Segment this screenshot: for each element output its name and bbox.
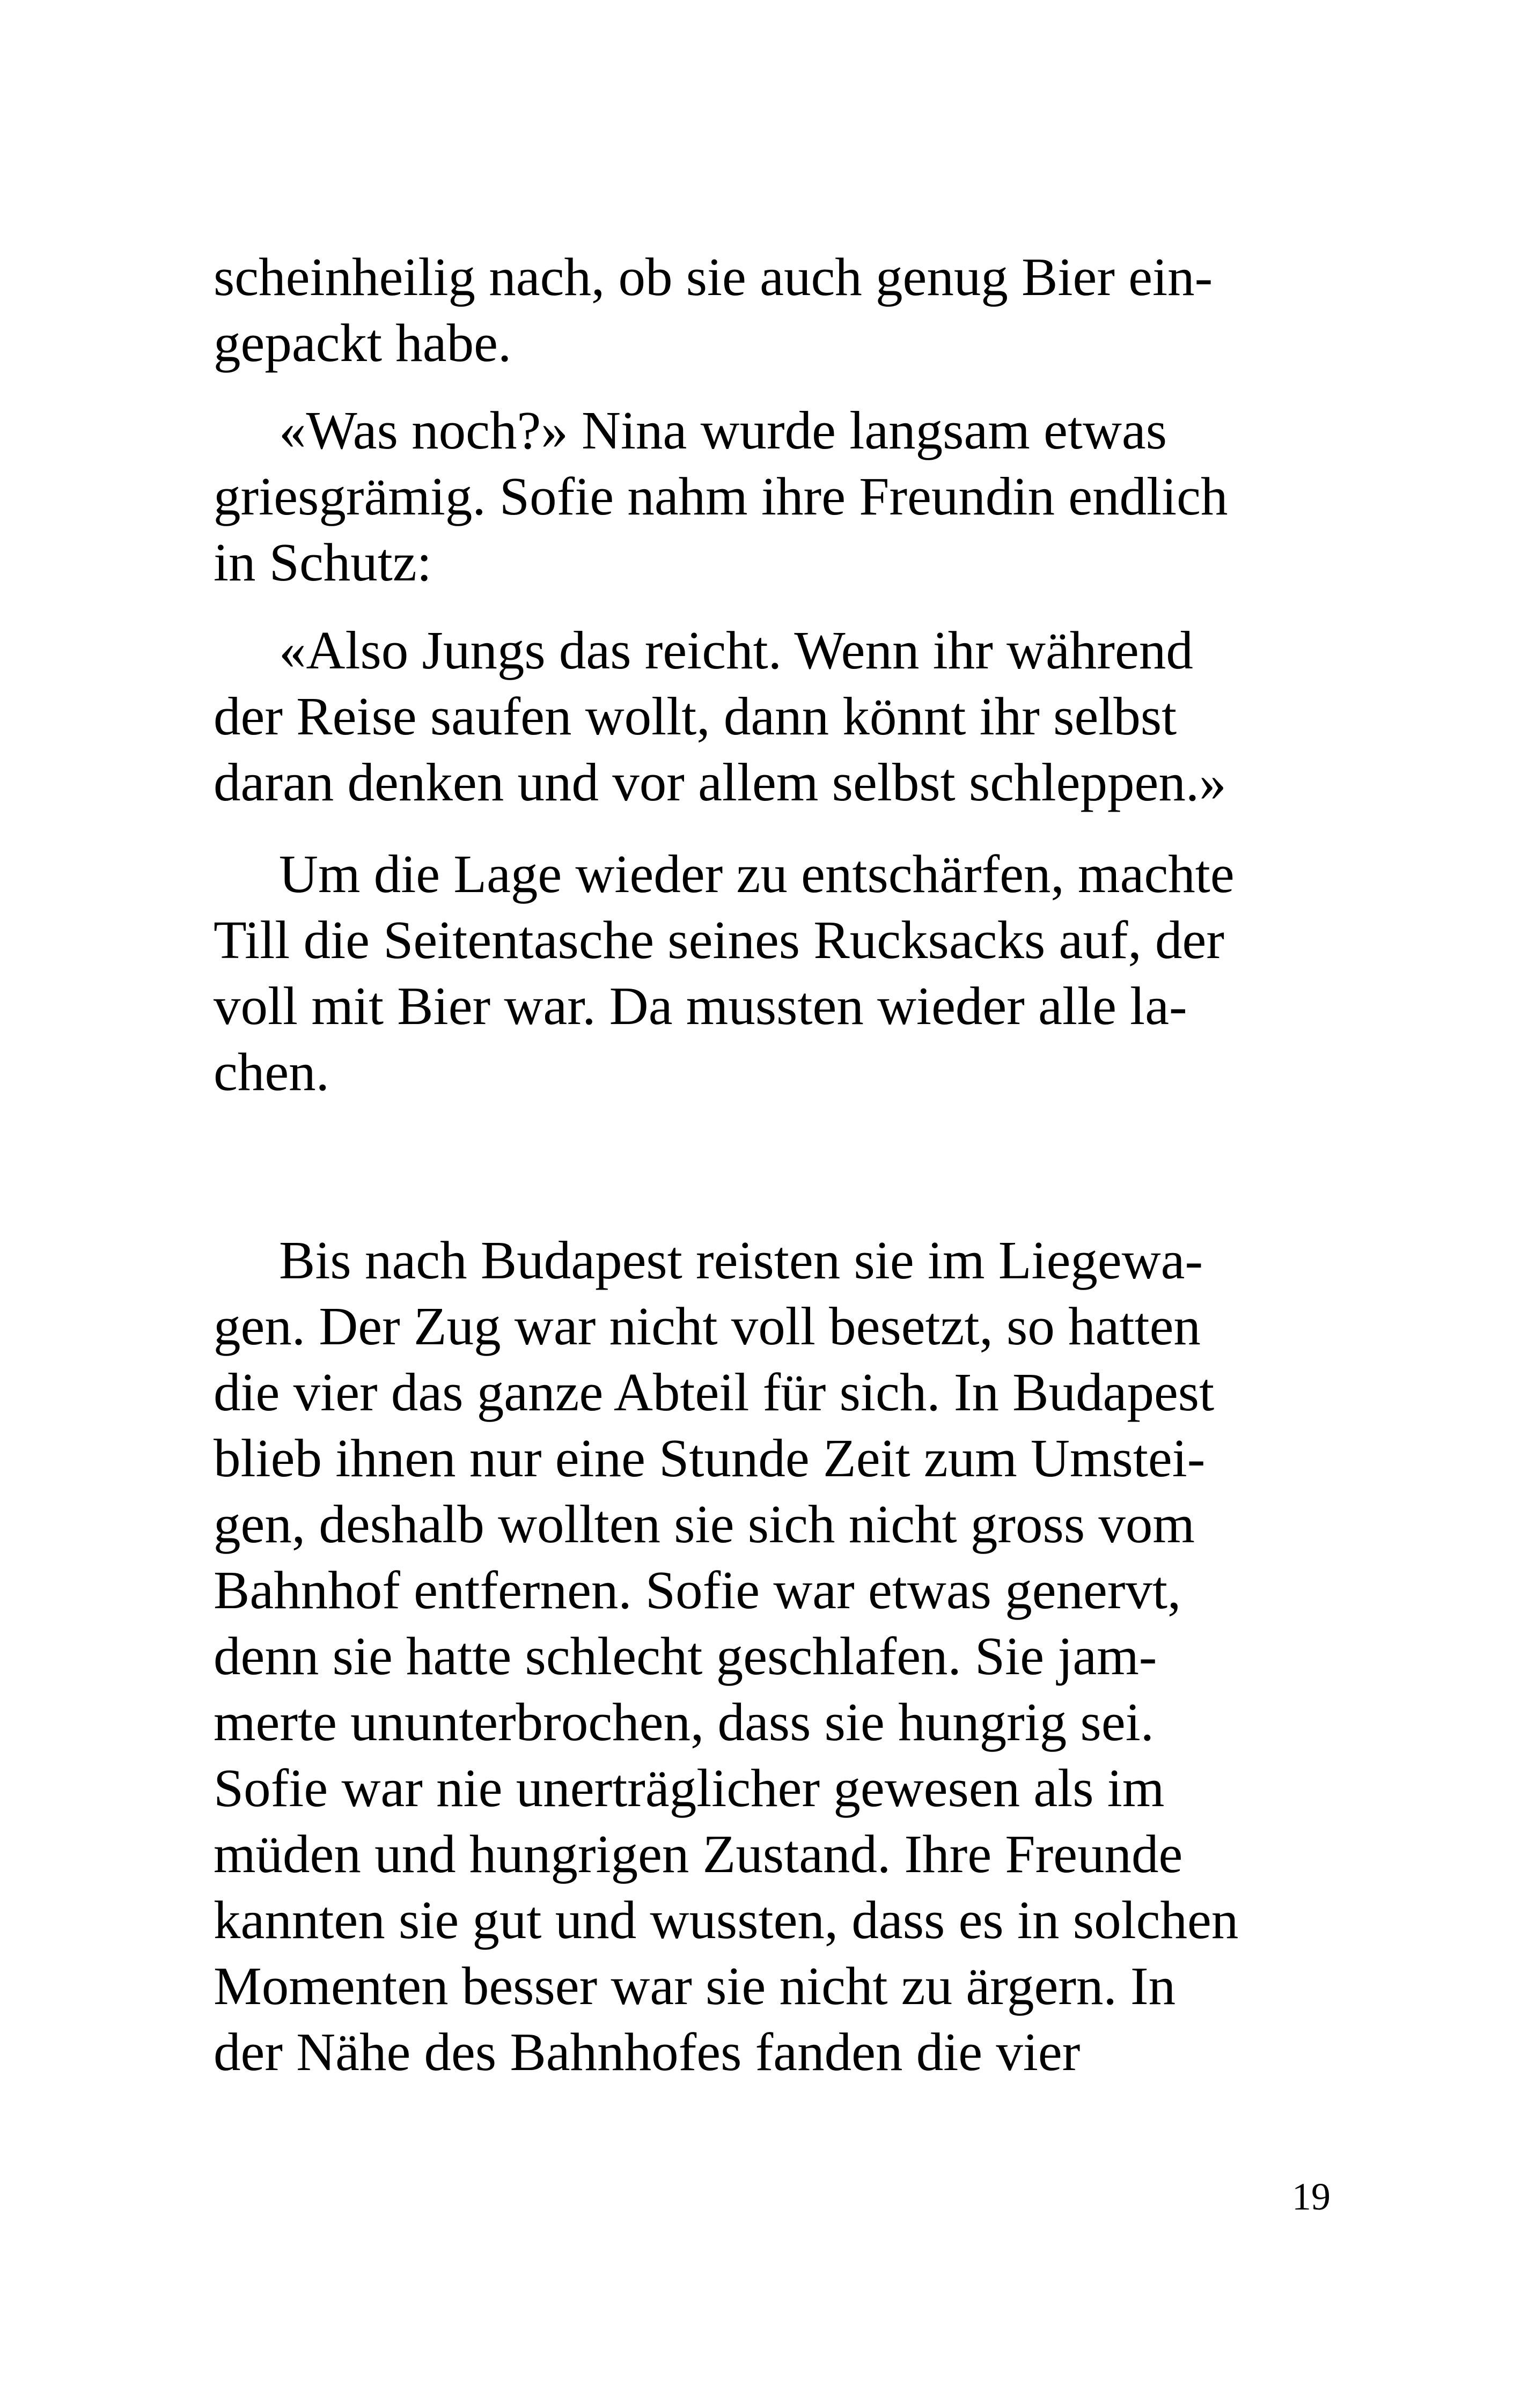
text-line: gen, deshalb wollten sie sich nicht gross vom xyxy=(214,1494,1195,1554)
paragraph-2 xyxy=(214,397,1319,595)
text-line: kannten sie gut und wussten, dass es in solchen xyxy=(214,1890,1239,1950)
text-line: müden und hungrigen Zustand. Ihre Freunde xyxy=(214,1824,1183,1884)
text-line: blieb ihnen nur eine Stunde Zeit zum Umstei- xyxy=(214,1428,1206,1488)
text-line: «Also Jungs das reicht. Wenn ihr während xyxy=(279,620,1193,680)
text-line: Bis nach Budapest reisten sie im Liegewa- xyxy=(279,1230,1203,1290)
text-line: Momenten besser war sie nicht zu ärgern. In xyxy=(214,1956,1176,2016)
text-line: scheinheilig nach, ob sie auch genug Bier ein- xyxy=(214,247,1213,307)
paragraph-1 xyxy=(214,244,1319,376)
paragraph-3 xyxy=(214,617,1319,815)
text-line: griesgrämig. Sofie nahm ihre Freundin endlich xyxy=(214,466,1228,526)
text-line: «Was noch?» Nina wurde langsam etwas xyxy=(279,400,1167,460)
text-line: Sofie war nie unerträglicher gewesen als im xyxy=(214,1758,1165,1818)
text-line: Bahnhof entfernen. Sofie war etwas genervt, xyxy=(214,1560,1181,1620)
text-line: chen. xyxy=(214,1042,329,1102)
text-line: die vier das ganze Abteil für sich. In Budapest xyxy=(214,1362,1215,1422)
text-line: denn sie hatte schlecht geschlafen. Sie jam- xyxy=(214,1626,1157,1686)
text-line: Till die Seitentasche seines Rucksacks auf, der xyxy=(214,910,1224,970)
page-number: 19 xyxy=(1292,2175,1331,2218)
text-line: Um die Lage wieder zu entschärfen, machte xyxy=(279,844,1235,904)
text-line: voll mit Bier war. Da mussten wieder alle la- xyxy=(214,976,1187,1036)
text-line: merte ununterbrochen, dass sie hungrig sei. xyxy=(214,1692,1155,1752)
paragraph-5 xyxy=(214,1227,1319,2085)
text-line: in Schutz: xyxy=(214,532,432,592)
text-line: gen. Der Zug war nicht voll besetzt, so hatten xyxy=(214,1296,1201,1356)
paragraph-4 xyxy=(214,841,1319,1105)
text-line: gepackt habe. xyxy=(214,313,512,373)
text-line: der Reise saufen wollt, dann könnt ihr selbst xyxy=(214,686,1177,746)
text-line: daran denken und vor allem selbst schleppen.» xyxy=(214,752,1226,812)
text-line: der Nähe des Bahnhofes fanden die vier xyxy=(214,2022,1081,2082)
